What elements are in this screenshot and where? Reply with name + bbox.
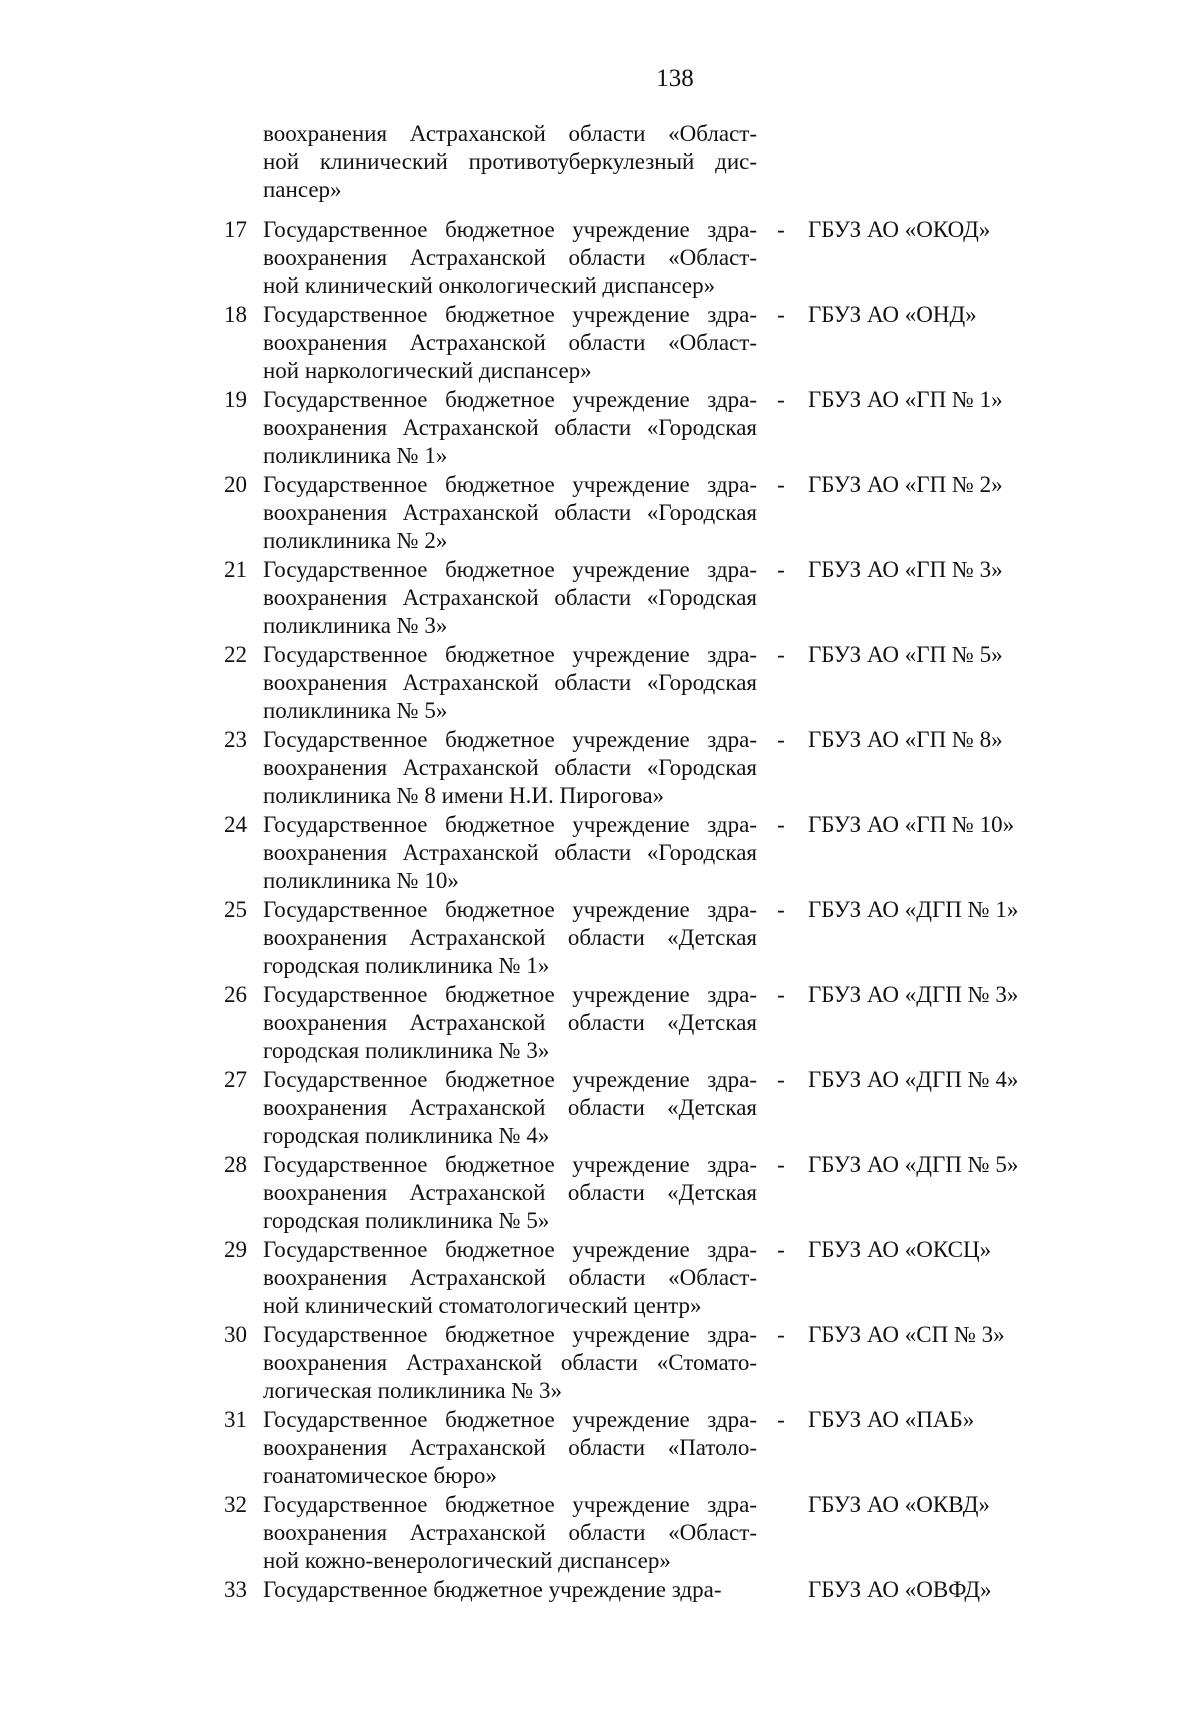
institution-abbreviation: ГБУЗ АО «ДГП № 4» [808,1067,1019,1092]
name-line: поликлиника № 10» [263,868,459,893]
item-number: 31 [224,1407,247,1432]
institution-abbreviation: ГБУЗ АО «ДГП № 1» [808,897,1019,922]
separator-dash: - [777,812,785,837]
name-line: Государственное бюджетное учреждение здра- [263,217,757,242]
institution-abbreviation: ГБУЗ АО «ГП № 1» [808,387,1003,412]
separator-dash: - [777,1152,785,1177]
list-item [0,1066,1200,1151]
name-line: Государственное бюджетное учреждение здра- [263,1152,757,1177]
name-line: воохранения Астраханской области «Детская [263,1095,757,1120]
name-line: Государственное бюджетное учреждение здра- [263,472,757,497]
list-item [0,556,1200,641]
institution-name [263,896,757,980]
name-line: ной клинический стоматологический центр» [263,1293,702,1318]
name-line: Государственное бюджетное учреждение здра- [263,1577,722,1602]
institution-name [263,1236,757,1320]
list-item [0,1576,1200,1661]
item-number: 33 [224,1577,247,1602]
institution-name [263,471,757,555]
separator-dash: - [777,982,785,1007]
name-line: Государственное бюджетное учреждение здра- [263,812,757,837]
name-line: Государственное бюджетное учреждение здра- [263,897,757,922]
institution-abbreviation: ГБУЗ АО «ОКВД» [808,1492,990,1517]
institution-name [263,216,757,300]
name-line: ной наркологический диспансер» [263,358,592,383]
name-line: поликлиника № 5» [263,698,448,723]
name-line: Государственное бюджетное учреждение здра- [263,642,757,667]
institution-name [263,120,757,204]
name-line: ной кожно-венерологический диспансер» [263,1548,671,1573]
item-number: 25 [224,897,247,922]
name-line: воохранения Астраханской области «Городская [263,755,757,780]
name-line: воохранения Астраханской области «Стомато- [263,1350,757,1375]
separator-dash: - [777,387,785,412]
name-line: ной клинический противотуберкулезный дис- [263,149,757,174]
list-item [0,1151,1200,1236]
separator-dash: - [777,897,785,922]
institution-abbreviation: ГБУЗ АО «ОВФД» [808,1577,992,1602]
name-line: Государственное бюджетное учреждение здра- [263,1322,757,1347]
name-line: воохранения Астраханской области «Област- [263,330,757,355]
institution-abbreviation: ГБУЗ АО «ОКОД» [808,217,991,242]
institution-abbreviation: ГБУЗ АО «ГП № 10» [808,812,1015,837]
name-line: воохранения Астраханской области «Городская [263,500,757,525]
separator-dash: - [777,1407,785,1432]
item-number: 22 [224,642,247,667]
name-line: поликлиника № 3» [263,613,448,638]
separator-dash: - [777,1322,785,1347]
institution-name [263,1576,757,1604]
item-number: 24 [224,812,247,837]
institution-name [263,1406,757,1490]
institution-abbreviation: ГБУЗ АО «ГП № 8» [808,727,1003,752]
institution-abbreviation: ГБУЗ АО «ОКСЦ» [808,1237,992,1262]
list-item [0,1236,1200,1321]
separator-dash: - [777,642,785,667]
institution-abbreviation: ГБУЗ АО «ГП № 5» [808,642,1003,667]
name-line: воохранения Астраханской области «Детская [263,925,757,950]
institution-abbreviation: ГБУЗ АО «ОНД» [808,302,977,327]
separator-dash: - [777,472,785,497]
institution-abbreviation: ГБУЗ АО «ГП № 3» [808,557,1003,582]
name-line: городская поликлиника № 1» [263,953,550,978]
list-item [0,726,1200,811]
institution-name [263,726,757,810]
list-item [0,1321,1200,1406]
name-line: городская поликлиника № 5» [263,1208,550,1233]
name-line: городская поликлиника № 3» [263,1038,550,1063]
name-line: Государственное бюджетное учреждение здра- [263,1067,757,1092]
institution-abbreviation: ГБУЗ АО «СП № 3» [808,1322,1005,1347]
institution-name [263,301,757,385]
institution-name [263,556,757,640]
institution-name [263,1321,757,1405]
name-line: поликлиника № 1» [263,443,448,468]
name-line: воохранения Астраханской области «Детская [263,1010,757,1035]
page-number: 138 [656,65,694,92]
name-line: воохранения Астраханской области «Област- [263,245,757,270]
name-line: воохранения Астраханской области «Област- [263,1520,757,1545]
list-item-continuation [0,120,1200,216]
name-line: воохранения Астраханской области «Городская [263,415,757,440]
name-line: городская поликлиника № 4» [263,1123,550,1148]
list-item [0,811,1200,896]
institution-name [263,1491,757,1575]
institution-abbreviation: ГБУЗ АО «ГП № 2» [808,472,1003,497]
name-line: воохранения Астраханской области «Област- [263,121,757,146]
institution-abbreviation: ГБУЗ АО «ДГП № 3» [808,982,1019,1007]
name-line: ной клинический онкологический диспансер» [263,273,716,298]
list-item [0,301,1200,386]
institution-name [263,981,757,1065]
separator-dash: - [777,557,785,582]
separator-dash: - [777,302,785,327]
list-item [0,386,1200,471]
separator-dash: - [777,1237,785,1262]
name-line: воохранения Астраханской области «Городская [263,670,757,695]
list-item [0,981,1200,1066]
item-number: 28 [224,1152,247,1177]
name-line: логическая поликлиника № 3» [263,1378,562,1403]
institution-abbreviation: ГБУЗ АО «ПАБ» [808,1407,975,1432]
name-line: поликлиника № 2» [263,528,448,553]
separator-dash: - [777,727,785,752]
item-number: 17 [224,217,247,242]
name-line: Государственное бюджетное учреждение здра- [263,557,757,582]
list-item [0,641,1200,726]
name-line: Государственное бюджетное учреждение здра- [263,1237,757,1262]
name-line: Государственное бюджетное учреждение здра- [263,1407,757,1432]
institution-name [263,1066,757,1150]
institution-name [263,386,757,470]
item-number: 30 [224,1322,247,1347]
name-line: Государственное бюджетное учреждение здра- [263,982,757,1007]
name-line: Государственное бюджетное учреждение здра- [263,727,757,752]
list-item [0,1406,1200,1491]
name-line: воохранения Астраханской области «Детская [263,1180,757,1205]
item-number: 29 [224,1237,247,1262]
name-line: воохранения Астраханской области «Городская [263,585,757,610]
item-number: 20 [224,472,247,497]
list-item [0,216,1200,301]
name-line: Государственное бюджетное учреждение здра- [263,1492,757,1517]
separator-dash: - [777,1067,785,1092]
institution-name [263,1151,757,1235]
item-number: 27 [224,1067,247,1092]
name-line: гоанатомическое бюро» [263,1463,497,1488]
institution-abbreviation: ГБУЗ АО «ДГП № 5» [808,1152,1019,1177]
institution-name [263,641,757,725]
separator-dash: - [777,217,785,242]
list-item [0,471,1200,556]
item-number: 19 [224,387,247,412]
name-line: Государственное бюджетное учреждение здра- [263,387,757,412]
item-number: 26 [224,982,247,1007]
list-item [0,896,1200,981]
item-number: 32 [224,1492,247,1517]
list-item [0,1491,1200,1576]
name-line: поликлиника № 8 имени Н.И. Пирогова» [263,783,665,808]
item-number: 21 [224,557,247,582]
institution-list [0,120,1200,1661]
name-line: воохранения Астраханской области «Городская [263,840,757,865]
name-line: Государственное бюджетное учреждение здра- [263,302,757,327]
name-line: воохранения Астраханской области «Област- [263,1265,757,1290]
institution-name [263,811,757,895]
item-number: 23 [224,727,247,752]
name-line: воохранения Астраханской области «Патоло- [263,1435,757,1460]
name-line: пансер» [263,177,342,202]
item-number: 18 [224,302,247,327]
